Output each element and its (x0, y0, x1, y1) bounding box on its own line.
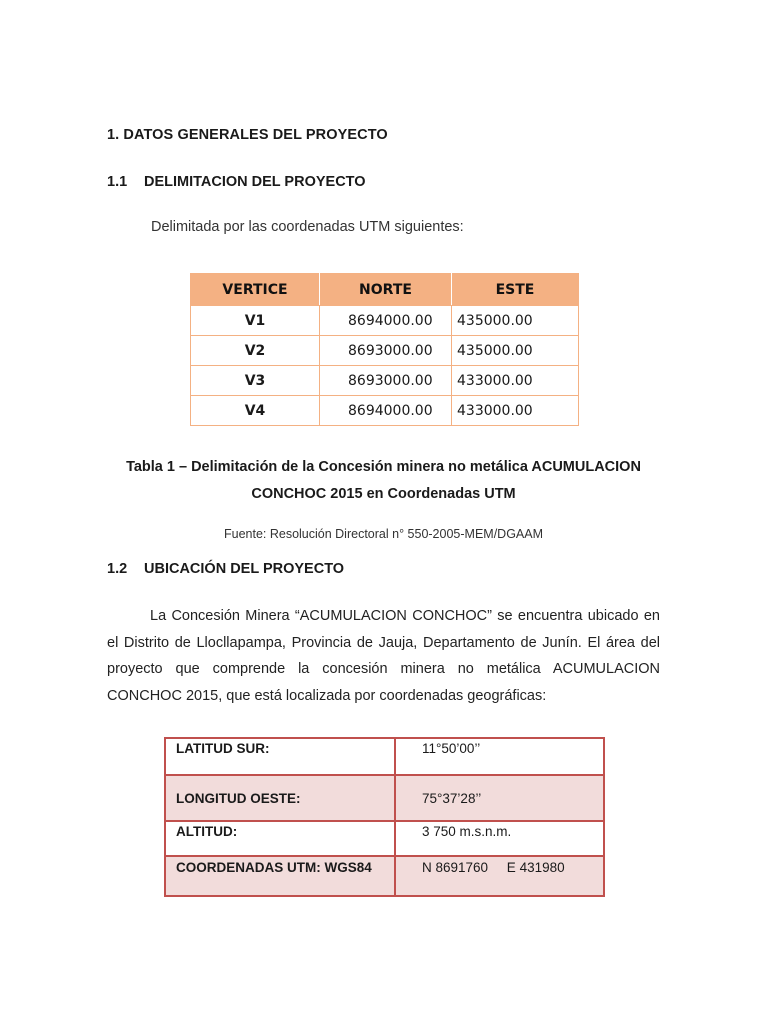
cell-value: N 8691760 E 431980 (395, 856, 604, 896)
source-note: Fuente: Resolución Directoral n° 550-2005-MEM/DGAAM (223, 527, 544, 541)
cell-este: 433000.00 (452, 366, 579, 396)
cell-label: COORDENADAS UTM: WGS84 (165, 856, 395, 896)
header-este: ESTE (452, 274, 579, 306)
cell-este: 433000.00 (452, 396, 579, 426)
cell-este: 435000.00 (452, 336, 579, 366)
table-row (165, 821, 604, 856)
cell-value: 75°37’28’’ (395, 775, 604, 821)
table-row (165, 775, 604, 821)
cell-norte: 8694000.00 (320, 396, 452, 426)
cell-este: 435000.00 (452, 306, 579, 336)
section-1-1-heading (107, 174, 366, 190)
cell-vertice: V2 (191, 336, 320, 366)
cell-vertice: V4 (191, 396, 320, 426)
section-number: 1.1 (107, 174, 128, 190)
geographic-coordinates-table (164, 737, 605, 897)
section-1-heading: 1. DATOS GENERALES DEL PROYECTO (107, 127, 388, 143)
cell-label: LONGITUD OESTE: (165, 775, 395, 821)
table-row (191, 336, 579, 366)
table-row (191, 366, 579, 396)
caption-line-2: CONCHOC 2015 en Coordenadas UTM (251, 486, 516, 502)
section-title: DELIMITACION DEL PROYECTO (144, 174, 366, 190)
caption-line-1: Tabla 1 – Delimitación de la Concesión minera no metálica ACUMULACION (126, 459, 641, 475)
cell-label: LATITUD SUR: (165, 738, 395, 775)
section-title: UBICACIÓN DEL PROYECTO (144, 561, 345, 577)
cell-value: 11°50’00’’ (395, 738, 604, 775)
table-caption (107, 454, 660, 508)
cell-label: ALTITUD: (165, 821, 395, 856)
table-row (191, 396, 579, 426)
table-header-row (191, 274, 579, 306)
cell-norte: 8693000.00 (320, 336, 452, 366)
cell-norte: 8694000.00 (320, 306, 452, 336)
cell-value: 3 750 m.s.n.m. (395, 821, 604, 856)
table-row (165, 738, 604, 775)
section-number: 1.2 (107, 561, 128, 577)
location-paragraph (107, 603, 660, 709)
paragraph-text: La Concesión Minera “ACUMULACION CONCHOC” se encuentra ubicado en el Distrito de Llocllapampa, Provincia de Jauja, Departamento de Junín. El área del proyecto que comprende la concesión minera no metálica ACUMULACION CONCHOC 2015, que está localizada por coordenadas geográficas: (107, 608, 660, 704)
utm-coordinates-table (190, 273, 579, 426)
cell-vertice: V1 (191, 306, 320, 336)
header-vertice: VERTICE (191, 274, 320, 306)
intro-text: Delimitada por las coordenadas UTM siguientes: (151, 219, 464, 235)
header-norte: NORTE (320, 274, 452, 306)
table-row (165, 856, 604, 896)
table-row (191, 306, 579, 336)
cell-norte: 8693000.00 (320, 366, 452, 396)
section-1-2-heading (107, 561, 344, 577)
cell-vertice: V3 (191, 366, 320, 396)
